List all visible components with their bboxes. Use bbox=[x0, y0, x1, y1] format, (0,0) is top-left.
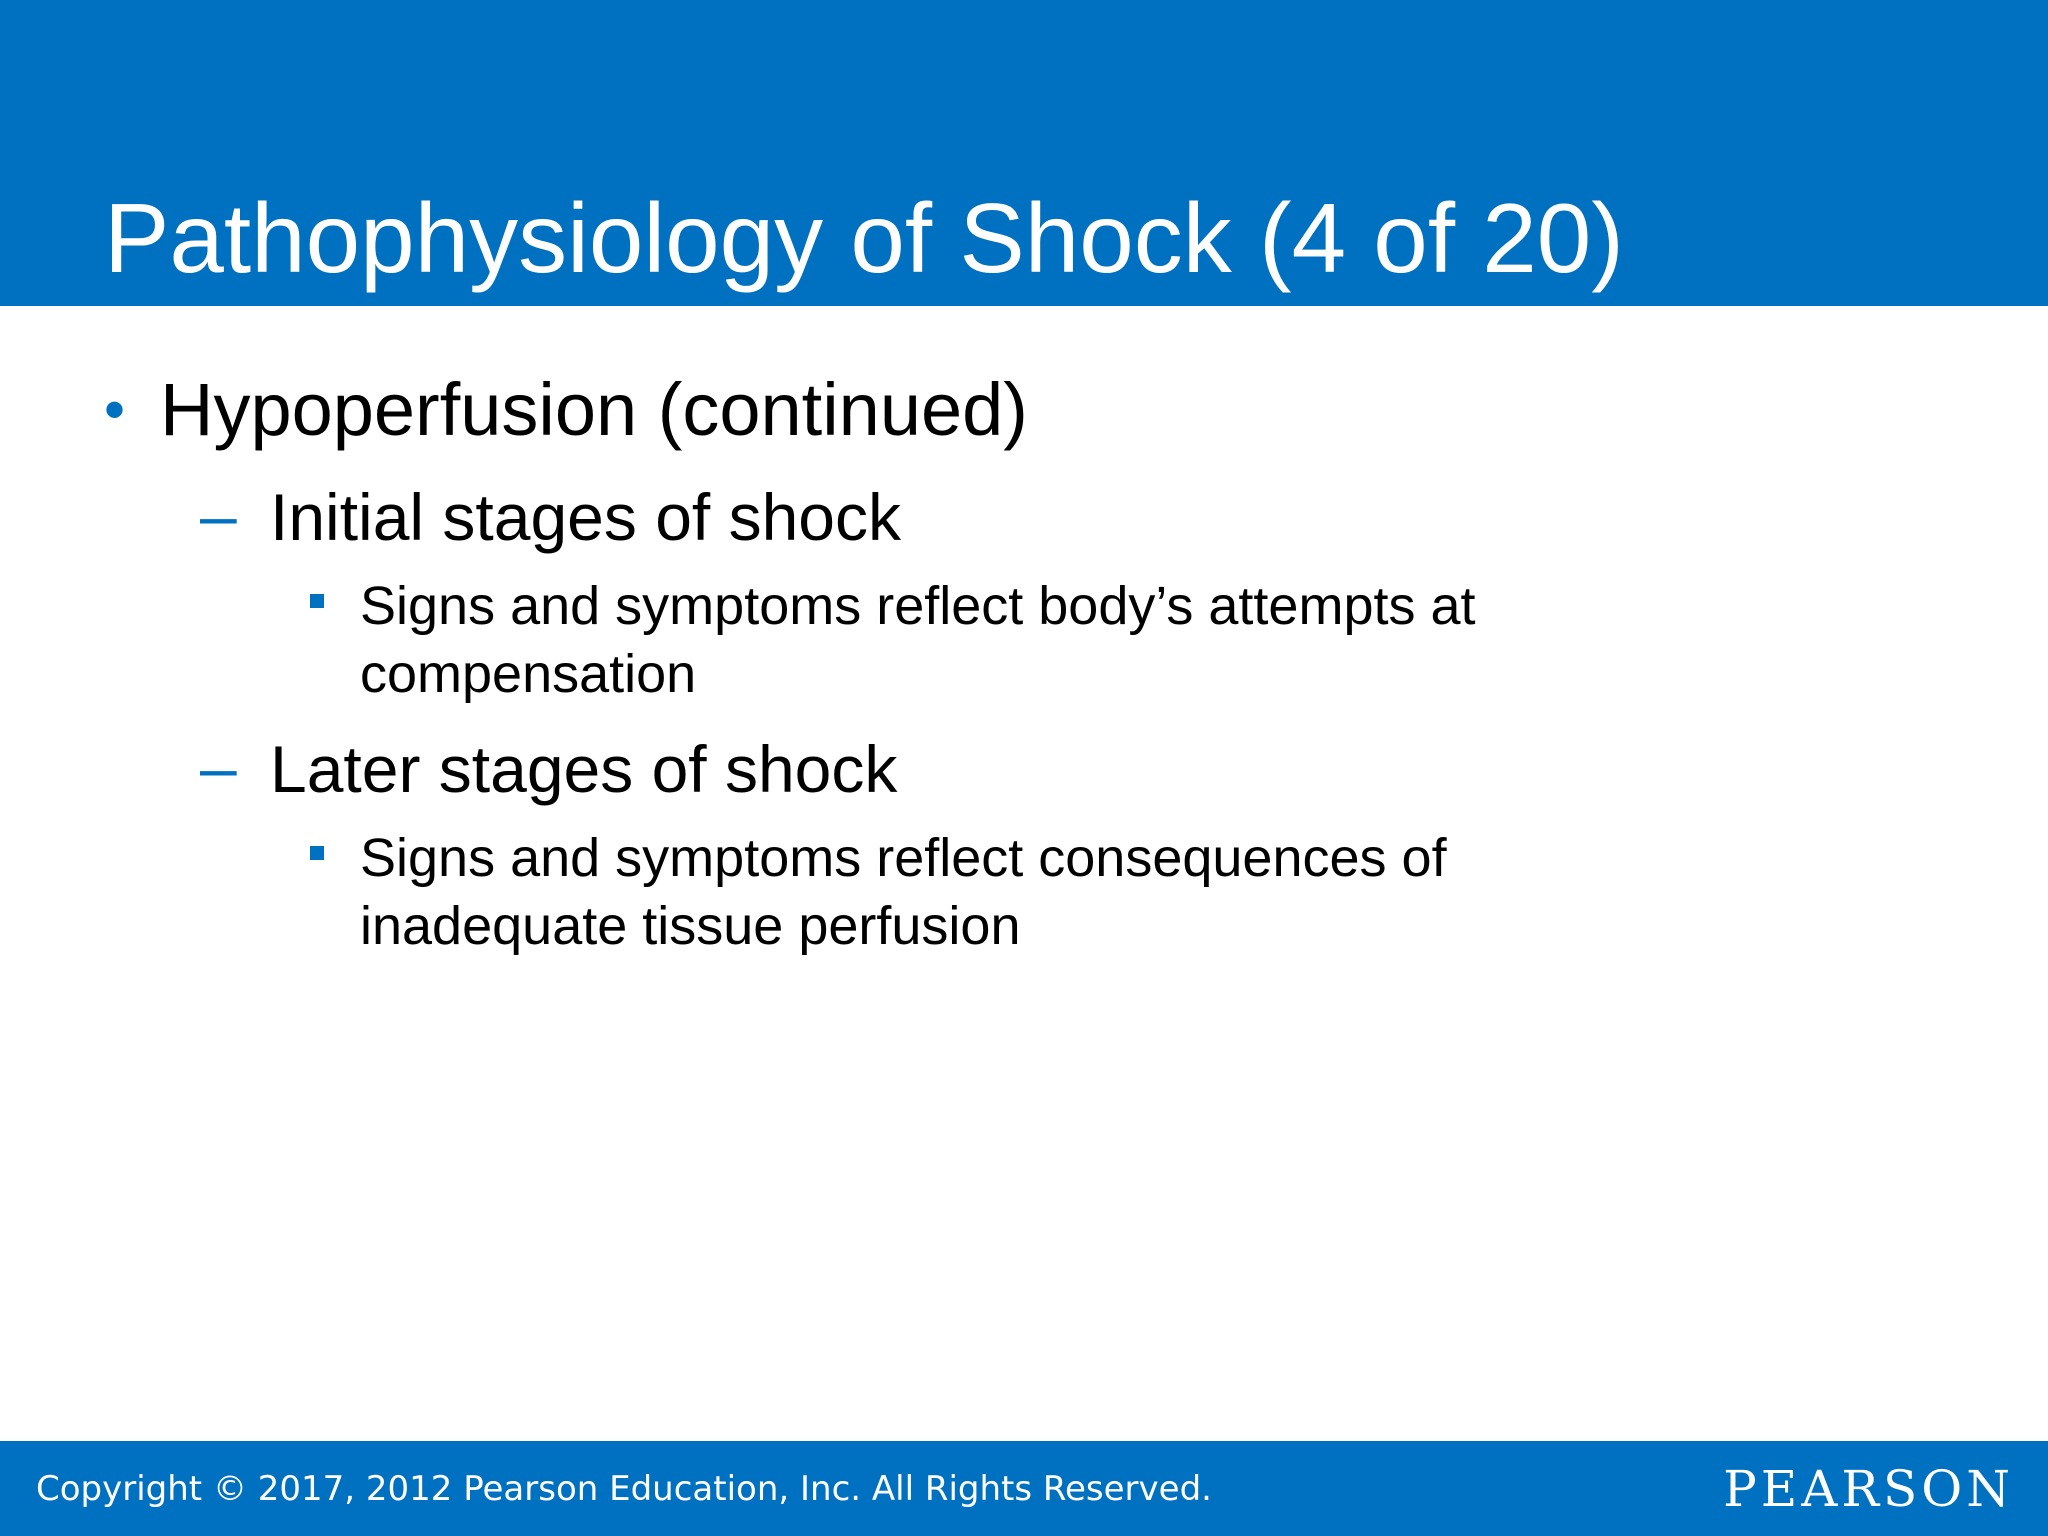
square-bullet-icon bbox=[310, 846, 324, 860]
detail-text-line-2: inadequate tissue perfusion bbox=[360, 896, 1021, 956]
sub-bullet-text: Initial stages of shock bbox=[270, 480, 901, 554]
dash-icon: – bbox=[200, 478, 237, 552]
bullet-dot-icon: • bbox=[104, 376, 126, 443]
detail-text-line-1: Signs and symptoms reflect body’s attempts at bbox=[360, 576, 1476, 636]
detail-text-line-1: Signs and symptoms reflect consequences of bbox=[360, 828, 1447, 888]
copyright-notice: Copyright © 2017, 2012 Pearson Education, Inc. All Rights Reserved. bbox=[36, 1469, 1212, 1509]
pearson-logo: PEARSON bbox=[1723, 1460, 2014, 1518]
detail-text-line-2: compensation bbox=[360, 644, 697, 704]
sub-bullet-text: Later stages of shock bbox=[270, 732, 898, 806]
footer-bar bbox=[0, 1441, 2048, 1536]
slide-title: Pathophysiology of Shock (4 of 20) bbox=[104, 183, 1624, 293]
bullet-text: Hypoperfusion (continued) bbox=[160, 368, 1028, 451]
square-bullet-icon bbox=[310, 594, 324, 608]
dash-icon: – bbox=[200, 730, 237, 804]
